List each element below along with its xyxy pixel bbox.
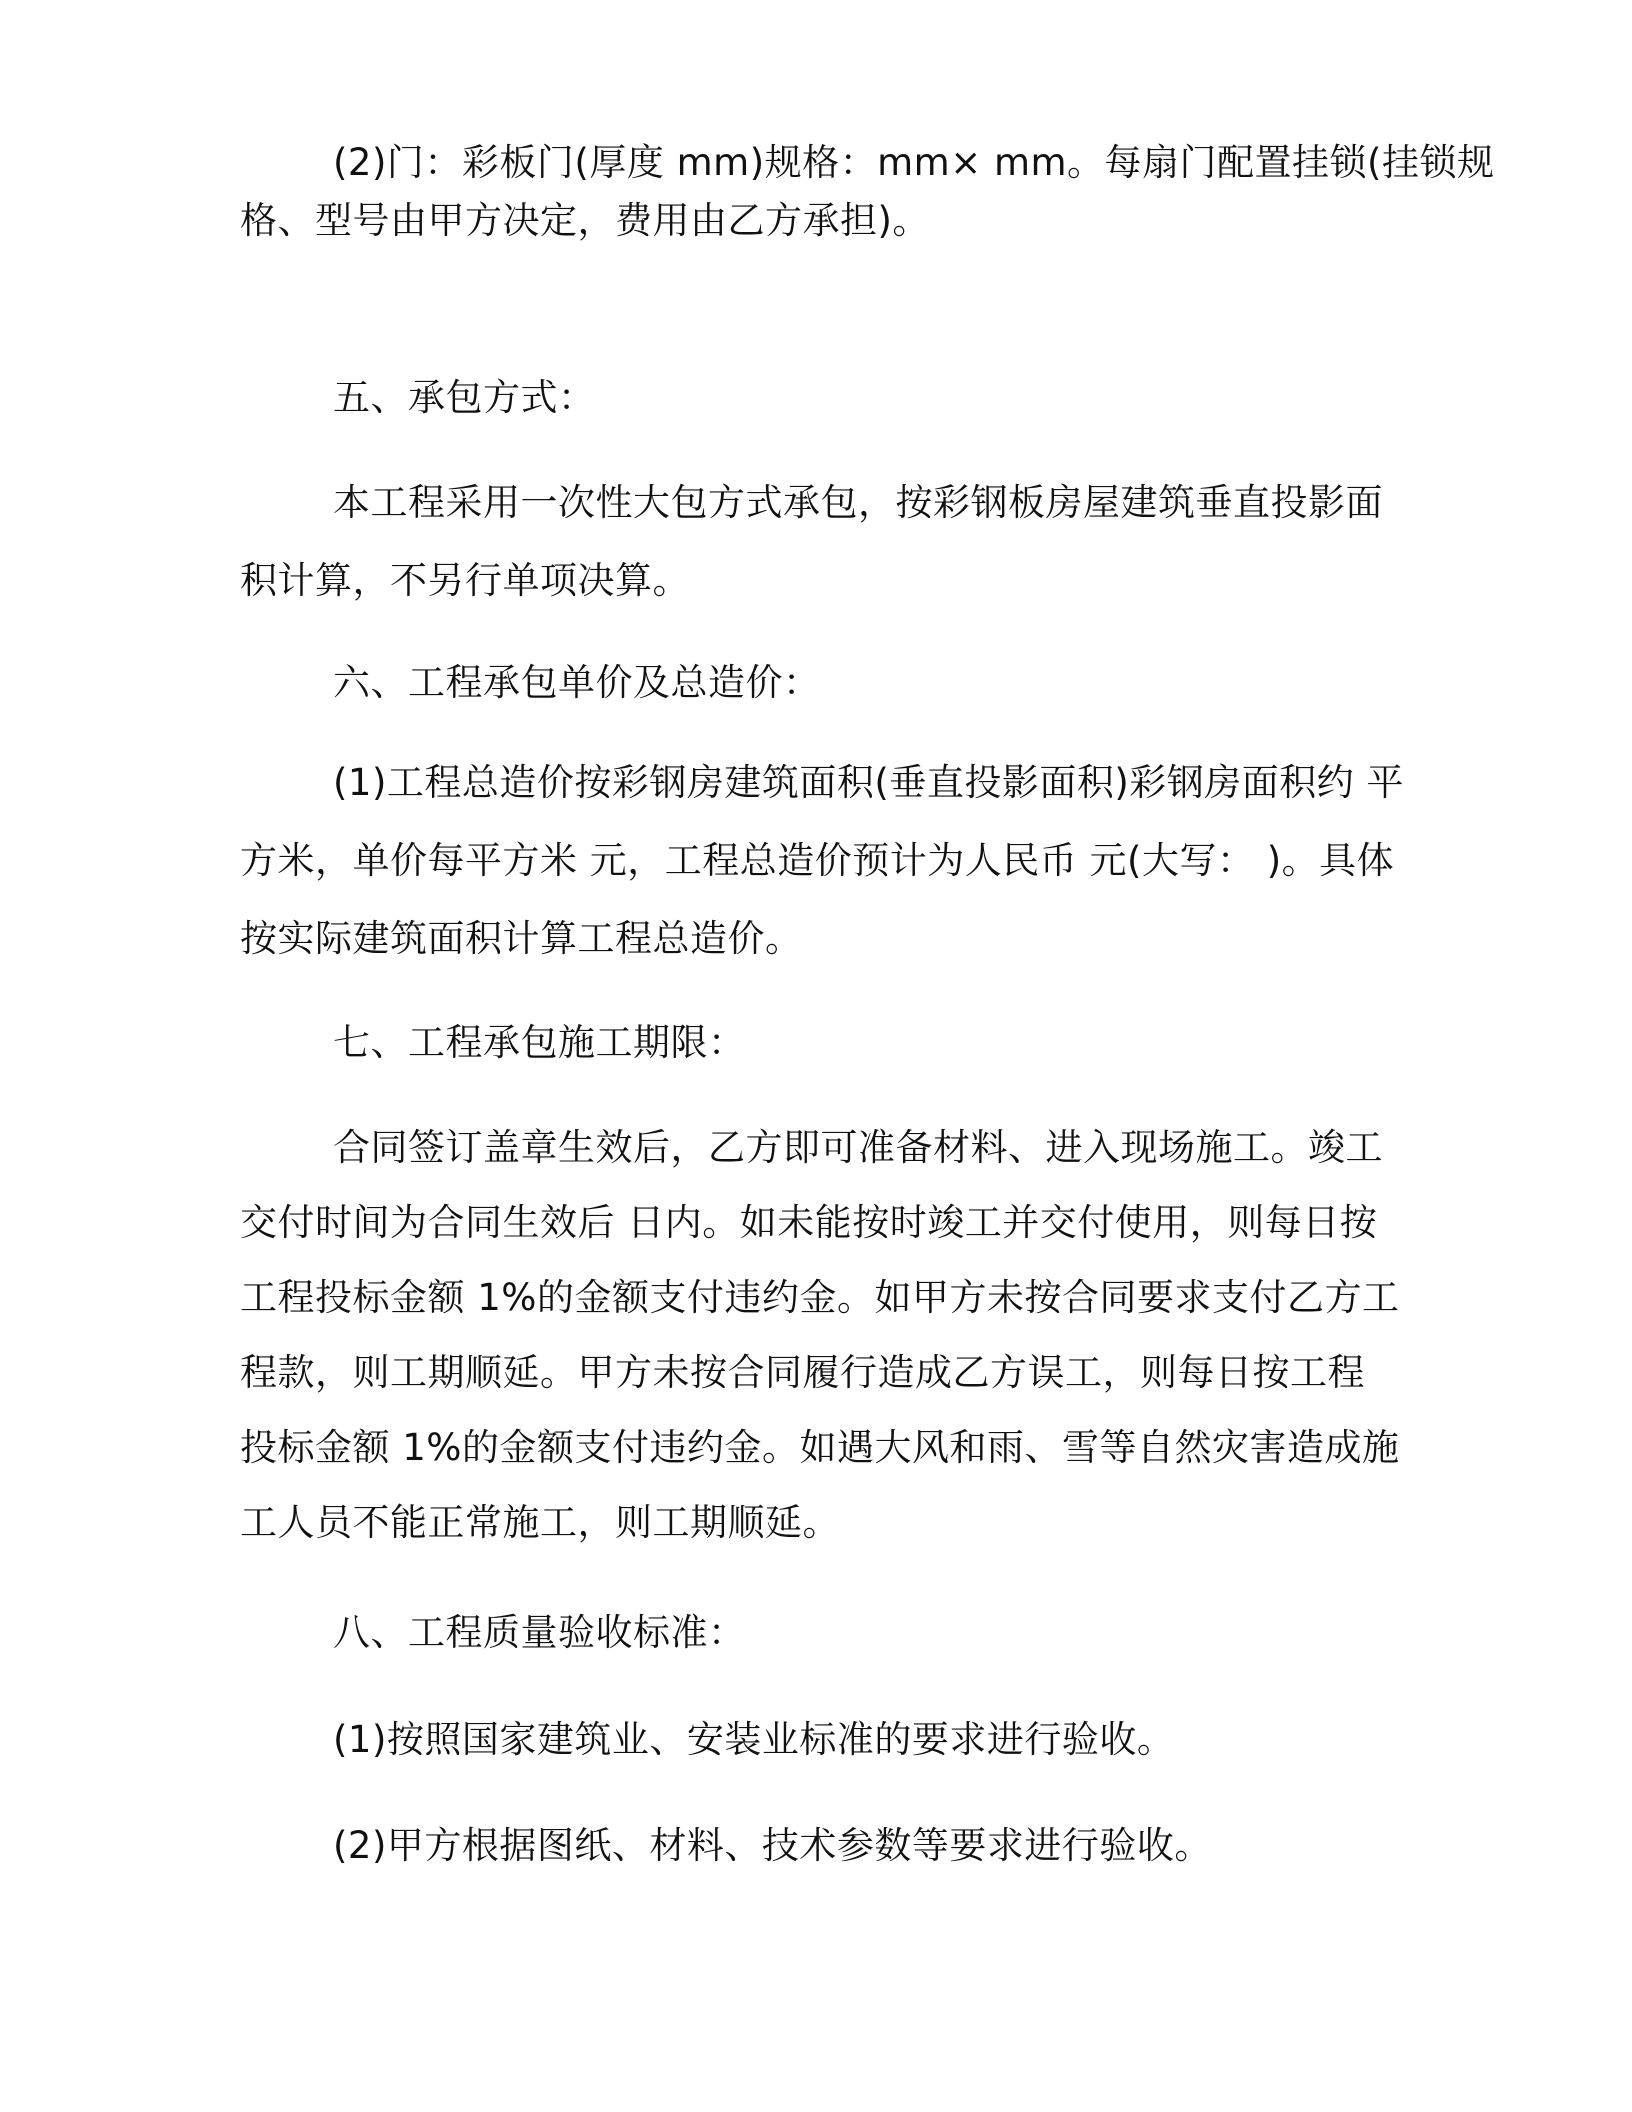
text-line: 工人员不能正常施工，则工期顺延。 xyxy=(240,1501,840,1544)
paragraph-acceptance-2: (2)甲方根据图纸、材料、技术参数等要求进行验收。 xyxy=(333,1824,1212,1867)
text-line: (2)门：彩板门(厚度 mm)规格：mm× mm。每扇门配置挂锁(挂锁规 xyxy=(333,141,1495,184)
text-line: 合同签订盖章生效后，乙方即可准备材料、进入现场施工。竣工 xyxy=(333,1126,1383,1169)
text-line: (1)工程总造价按彩钢房建筑面积(垂直投影面积)彩钢房面积约 平 xyxy=(333,761,1405,804)
paragraph-acceptance-1: (1)按照国家建筑业、安装业标准的要求进行验收。 xyxy=(333,1718,1175,1761)
section-heading-8: 八、工程质量验收标准： xyxy=(333,1611,746,1654)
text-line: 积计算，不另行单项决算。 xyxy=(240,559,690,602)
text-line: 工程投标金额 1%的金额支付违约金。如甲方未按合同要求支付乙方工 xyxy=(240,1276,1400,1319)
text-line: 本工程采用一次性大包方式承包，按彩钢板房屋建筑垂直投影面 xyxy=(333,481,1383,524)
text-line: 方米，单价每平方米 元，工程总造价预计为人民币 元(大写： )。具体 xyxy=(240,839,1395,882)
section-heading-5: 五、承包方式： xyxy=(333,376,596,419)
section-heading-7: 七、工程承包施工期限： xyxy=(333,1021,746,1064)
section-heading-6: 六、工程承包单价及总造价： xyxy=(333,661,821,704)
text-line: 格、型号由甲方决定，费用由乙方承担)。 xyxy=(240,199,930,242)
text-line: 程款，则工期顺延。甲方未按合同履行造成乙方误工，则每日按工程 xyxy=(240,1351,1365,1394)
text-line: 投标金额 1%的金额支付违约金。如遇大风和雨、雪等自然灾害造成施 xyxy=(240,1426,1400,1469)
text-line: 按实际建筑面积计算工程总造价。 xyxy=(240,917,803,960)
text-line: 交付时间为合同生效后 日内。如未能按时竣工并交付使用，则每日按 xyxy=(240,1201,1378,1244)
